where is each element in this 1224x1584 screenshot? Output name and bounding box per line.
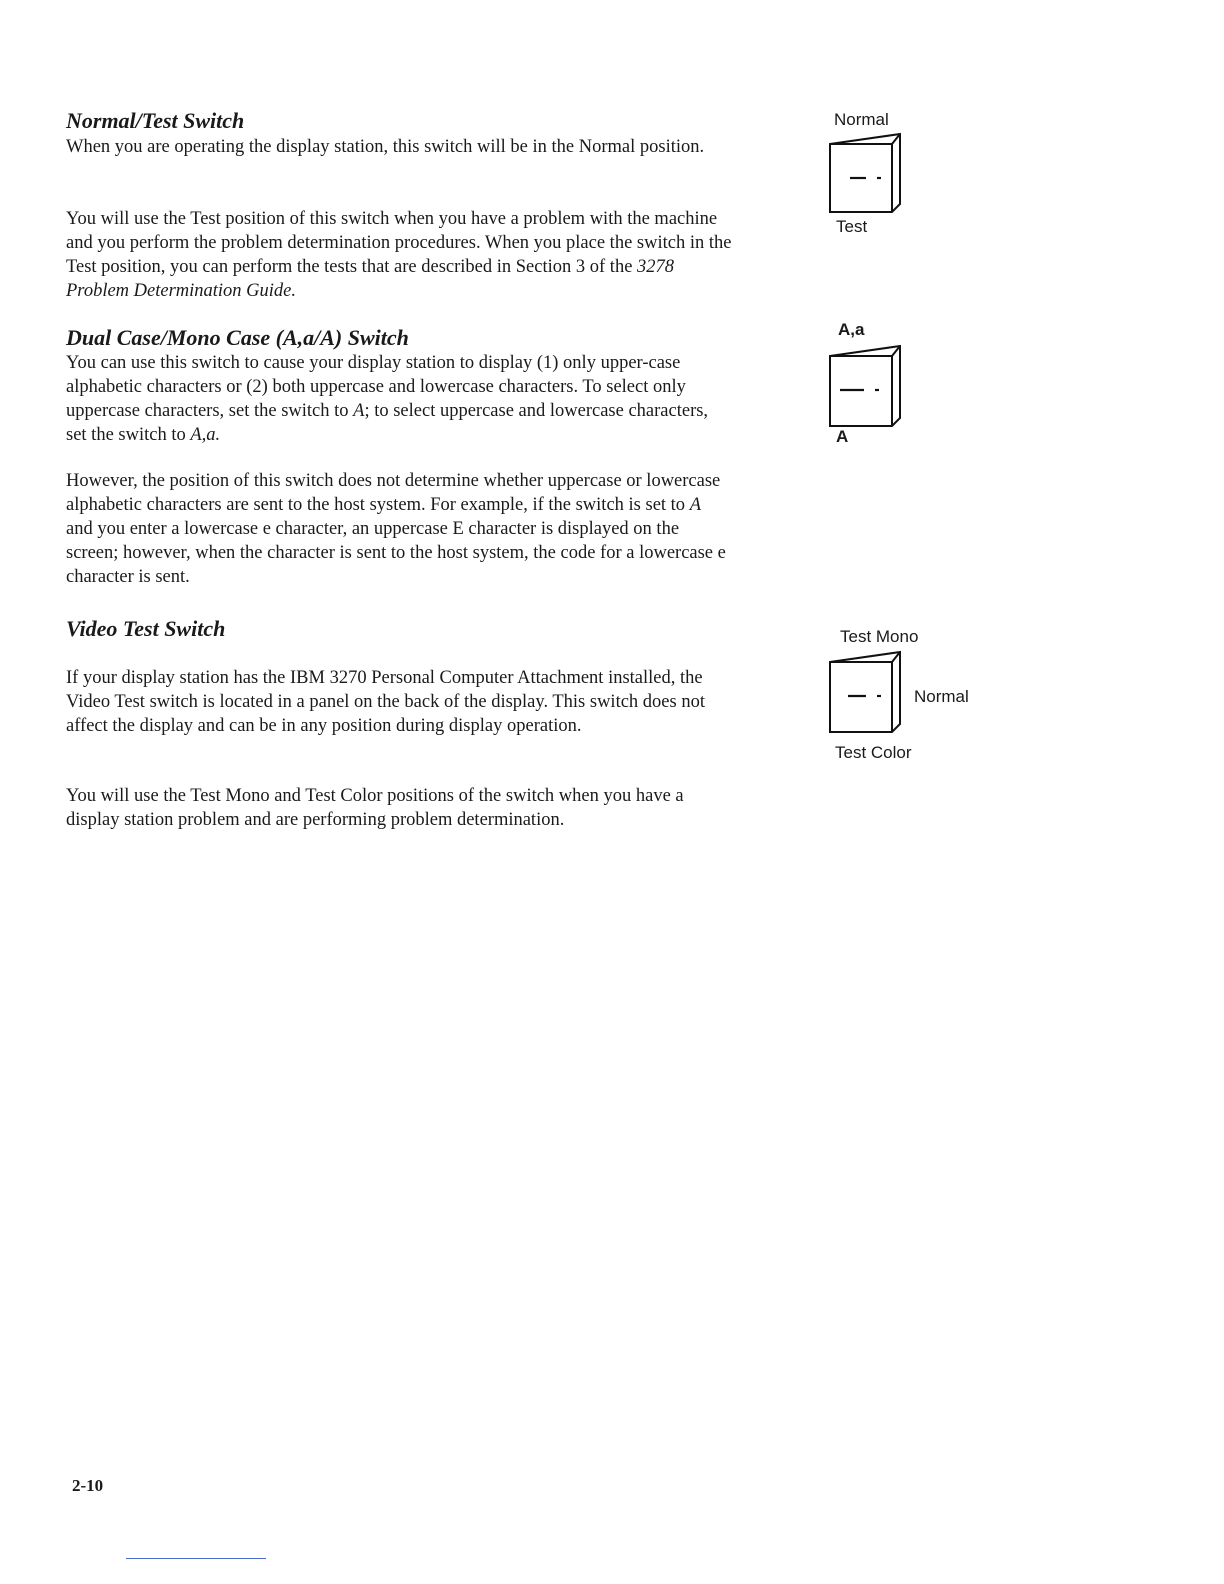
dual-case-p2-value-a: A [689, 495, 701, 515]
footer-rule [126, 1558, 266, 1559]
switch-test-mono-label: Test Mono [840, 627, 919, 646]
dual-case-paragraph-2 [66, 469, 726, 589]
normal-test-switch-icon [826, 130, 906, 214]
switch-test-color-label: Test Color [835, 743, 912, 762]
normal-test-paragraph-1: When you are operating the display station, this switch will be in the Normal position. [66, 137, 705, 157]
video-test-switch-icon [826, 648, 906, 734]
dual-case-heading: Dual Case/Mono Case (A,a/A) Switch [66, 325, 409, 350]
video-test-paragraph-1: If your display station has the IBM 3270 Personal Computer Attachment installed, the Video Test switch is located in a panel on the back of the display. This switch does not affect the display and can be in any position during display operation. [66, 668, 705, 736]
normal-test-heading: Normal/Test Switch [66, 108, 245, 133]
switch-dual-case-label: A,a [838, 320, 865, 339]
guide-title: 3278 Problem Determination Guide. [66, 257, 675, 301]
dual-case-p2-text-b: and you enter a lowercase e character, an uppercase E character is displayed on the screen; however, when the character is sent to the host system, the code for a lowercase e character is sent. [66, 519, 726, 587]
dual-case-p1-value-b: A,a. [190, 425, 221, 445]
video-test-paragraph-2: You will use the Test Mono and Test Color positions of the switch when you have a display station problem and are performing problem determination. [66, 786, 684, 830]
page-number: 2-10 [72, 1476, 104, 1495]
switch-test-label: Test [836, 217, 868, 236]
switch-mono-case-label: A [836, 427, 849, 446]
case-switch-icon [826, 342, 906, 428]
dual-case-p2-text-a: However, the position of this switch does not determine whether uppercase or lowercase alphabetic characters are sent to the host system. For example, if the switch is set to [66, 471, 721, 515]
dual-case-p1-text-b: ; to select uppercase and lowercase characters, set the switch to [66, 401, 709, 445]
dual-case-paragraph-1 [66, 351, 726, 447]
normal-test-paragraph-2 [66, 207, 736, 303]
switch-video-normal-label: Normal [914, 687, 969, 706]
video-test-heading: Video Test Switch [66, 616, 226, 641]
dual-case-p1-text-a: You can use this switch to cause your display station to display (1) only upper-case alphabetic characters or (2) both uppercase and lowercase characters. To select only uppercase characters, set the switch to [66, 353, 686, 421]
switch-normal-label: Normal [834, 110, 889, 129]
dual-case-p1-value-a: A [353, 401, 365, 421]
normal-test-paragraph-2-text: You will use the Test position of this switch when you have a problem with the machine and you perform the problem determination procedures. When you place the switch in the Test position, you can perform the tests that are described in Section 3 of the [66, 209, 732, 277]
